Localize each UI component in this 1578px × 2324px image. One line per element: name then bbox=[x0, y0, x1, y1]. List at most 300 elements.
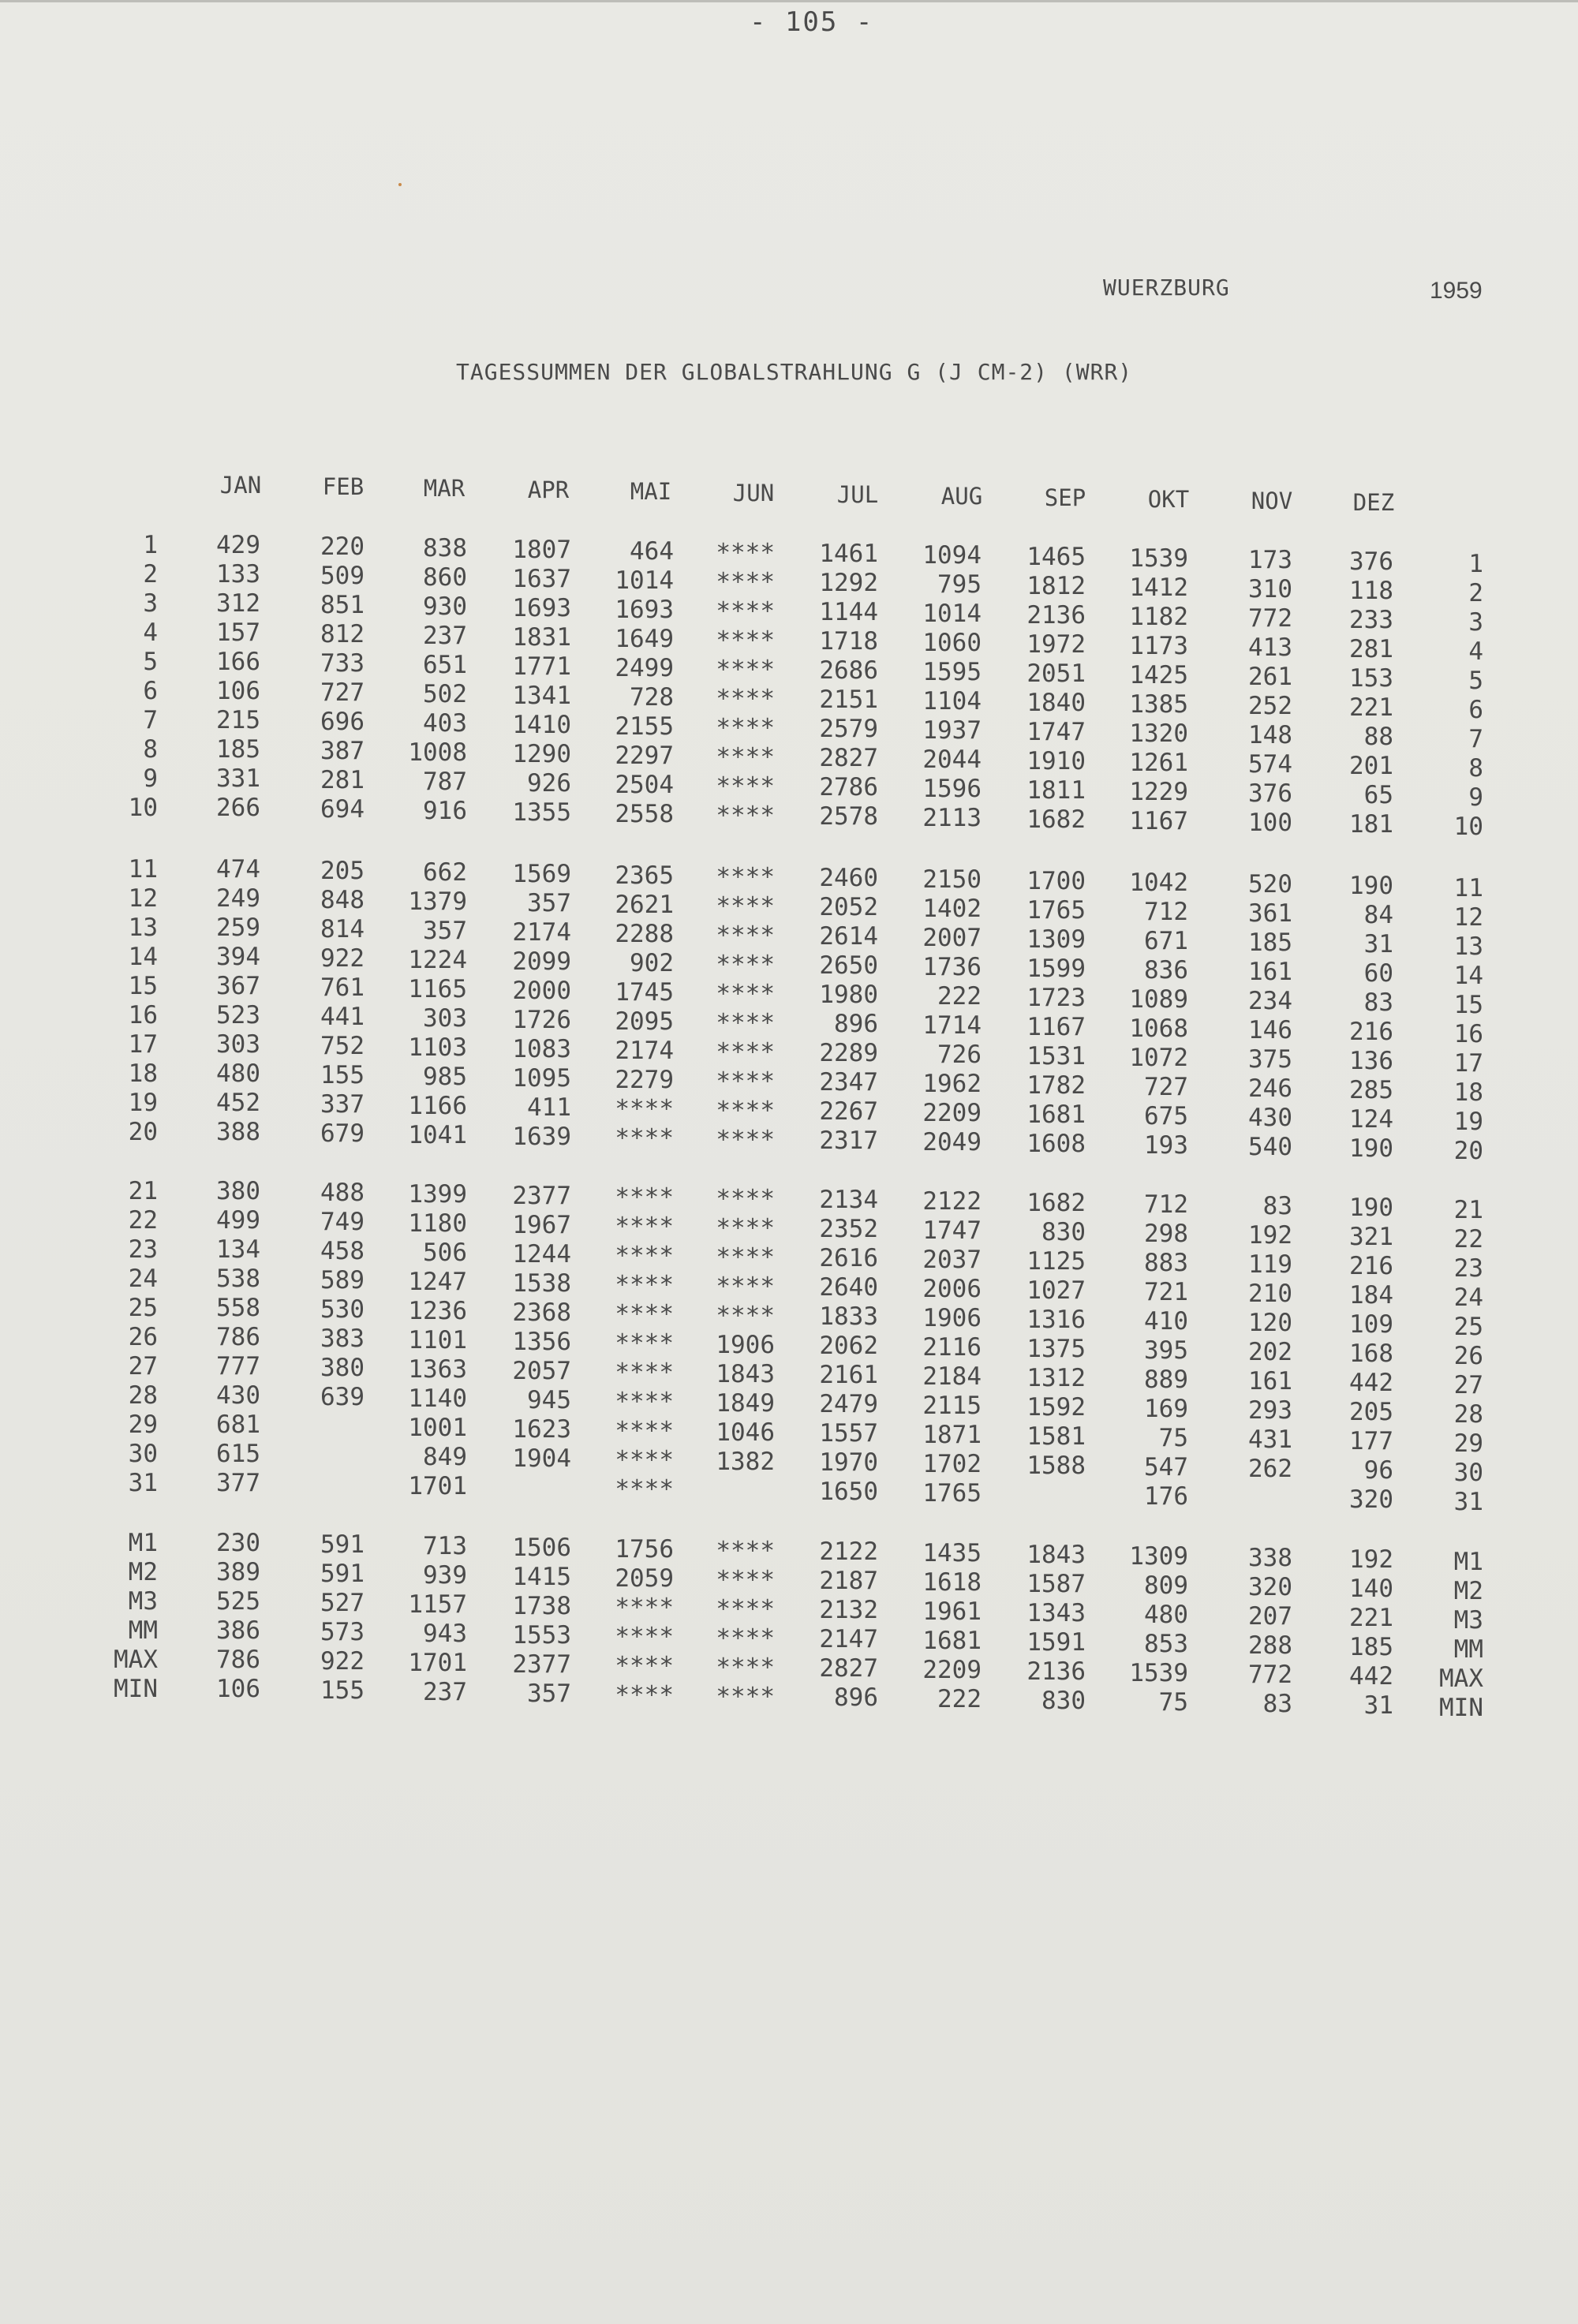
table-cell: 458 bbox=[320, 1236, 365, 1265]
table-cell: 1588 bbox=[1026, 1452, 1086, 1481]
table-cell: 215 bbox=[216, 706, 260, 734]
table-cell: 190 bbox=[1349, 1134, 1393, 1163]
row-label-right: 27 bbox=[1453, 1371, 1483, 1399]
table-cell: **** bbox=[716, 979, 775, 1008]
table-cell: 193 bbox=[1144, 1131, 1188, 1160]
column-header-apr: APR bbox=[527, 476, 570, 503]
row-label-left: 6 bbox=[143, 677, 158, 705]
table-cell: 380 bbox=[320, 1353, 365, 1382]
table-title: TAGESSUMMEN DER GLOBALSTRAHLUNG G (J CM-2) (WRR) bbox=[456, 359, 1133, 385]
table-cell: 836 bbox=[1144, 956, 1188, 985]
table-cell: 761 bbox=[320, 973, 365, 1002]
row-label-right: 29 bbox=[1453, 1429, 1483, 1458]
table-cell: 2051 bbox=[1026, 659, 1086, 689]
table-cell: 221 bbox=[1349, 1603, 1393, 1632]
table-cell: 662 bbox=[423, 857, 467, 887]
table-cell: 1060 bbox=[922, 629, 982, 658]
table-cell: 169 bbox=[1144, 1395, 1188, 1424]
speck-mark bbox=[398, 183, 402, 186]
table-cell: 192 bbox=[1349, 1545, 1393, 1574]
table-cell: 106 bbox=[216, 1675, 260, 1703]
table-cell: **** bbox=[615, 1622, 674, 1651]
row-label-left: 3 bbox=[143, 589, 158, 618]
table-cell: 155 bbox=[320, 1676, 365, 1705]
table-cell: 185 bbox=[216, 735, 260, 764]
table-cell: **** bbox=[716, 1623, 775, 1653]
table-cell: 1980 bbox=[819, 981, 878, 1010]
row-label-left: 12 bbox=[128, 884, 158, 913]
table-cell: 2288 bbox=[615, 919, 674, 948]
table-cell: 1027 bbox=[1026, 1276, 1086, 1306]
table-cell: 281 bbox=[320, 765, 365, 794]
table-cell: 298 bbox=[1144, 1220, 1188, 1249]
table-cell: 772 bbox=[1248, 1661, 1292, 1689]
table-cell: 1840 bbox=[1026, 689, 1086, 718]
row-label-left: M2 bbox=[128, 1558, 158, 1586]
table-cell: 1316 bbox=[1026, 1306, 1086, 1335]
row-label-right: 8 bbox=[1468, 754, 1483, 783]
table-cell: 1701 bbox=[408, 1648, 467, 1677]
row-label-right: 3 bbox=[1468, 608, 1483, 637]
table-cell: 1701 bbox=[408, 1471, 467, 1500]
table-cell: 1539 bbox=[1129, 1659, 1188, 1688]
table-cell: 480 bbox=[216, 1059, 260, 1088]
table-cell: **** bbox=[615, 1445, 674, 1474]
table-cell: 591 bbox=[320, 1530, 365, 1559]
table-cell: **** bbox=[716, 713, 775, 742]
table-cell: 1375 bbox=[1026, 1335, 1086, 1364]
table-cell: 1756 bbox=[615, 1534, 674, 1564]
table-cell: 222 bbox=[937, 1685, 982, 1714]
table-cell: 509 bbox=[320, 561, 365, 590]
table-cell: 916 bbox=[423, 796, 467, 825]
table-cell: 2650 bbox=[819, 951, 878, 981]
table-cell: 1937 bbox=[922, 716, 982, 745]
table-cell: 1341 bbox=[512, 681, 571, 710]
table-cell: 2174 bbox=[512, 917, 571, 947]
table-cell: 1412 bbox=[1129, 574, 1188, 603]
row-label-left: 30 bbox=[128, 1440, 158, 1468]
row-label-right: M3 bbox=[1453, 1606, 1483, 1635]
table-cell: 985 bbox=[423, 1062, 467, 1091]
table-cell: 1591 bbox=[1026, 1628, 1086, 1657]
table-cell: 1415 bbox=[512, 1562, 571, 1591]
table-cell: 136 bbox=[1349, 1046, 1393, 1075]
table-cell: 1089 bbox=[1129, 985, 1188, 1014]
table-cell: 1833 bbox=[819, 1302, 878, 1332]
table-cell: 1765 bbox=[1026, 896, 1086, 925]
table-cell: 331 bbox=[216, 764, 260, 793]
table-cell: 1125 bbox=[1026, 1247, 1086, 1276]
table-cell: 1229 bbox=[1129, 778, 1188, 807]
column-header-mai: MAI bbox=[630, 478, 672, 505]
table-cell: 814 bbox=[320, 914, 365, 943]
table-cell: 230 bbox=[216, 1529, 260, 1557]
table-cell: 930 bbox=[423, 592, 467, 621]
table-cell: 2479 bbox=[819, 1390, 878, 1419]
table-cell: 1726 bbox=[512, 1005, 571, 1034]
table-cell: 2621 bbox=[615, 890, 674, 919]
table-cell: 1637 bbox=[512, 564, 571, 593]
table-cell: 1906 bbox=[716, 1330, 775, 1359]
table-cell: 281 bbox=[1349, 634, 1393, 663]
table-cell: 181 bbox=[1349, 809, 1393, 839]
table-cell: 1681 bbox=[1026, 1100, 1086, 1130]
table-cell: 2006 bbox=[922, 1275, 982, 1304]
table-cell: 2317 bbox=[819, 1127, 878, 1156]
table-cell: 1180 bbox=[408, 1209, 467, 1238]
table-cell: 1747 bbox=[922, 1216, 982, 1246]
table-cell: 2209 bbox=[922, 1099, 982, 1128]
table-cell: 148 bbox=[1248, 721, 1292, 749]
station-name: WUERZBURG bbox=[1103, 275, 1230, 301]
table-cell: 185 bbox=[1248, 928, 1292, 957]
table-cell: 2122 bbox=[819, 1538, 878, 1567]
table-cell: 787 bbox=[423, 767, 467, 796]
table-cell: 190 bbox=[1349, 871, 1393, 900]
table-cell: 1608 bbox=[1026, 1130, 1086, 1159]
row-label-left: 27 bbox=[128, 1352, 158, 1381]
column-header-jul: JUL bbox=[836, 481, 879, 508]
table-cell: 2000 bbox=[512, 976, 571, 1005]
table-cell: 377 bbox=[216, 1469, 260, 1497]
table-cell: 728 bbox=[630, 682, 674, 712]
table-cell: 1700 bbox=[1026, 867, 1086, 896]
table-cell: **** bbox=[615, 1299, 674, 1328]
table-cell: 1910 bbox=[1026, 747, 1086, 776]
table-cell: 337 bbox=[320, 1089, 365, 1119]
table-cell: 237 bbox=[423, 621, 467, 650]
table-cell: 540 bbox=[1248, 1133, 1292, 1161]
table-cell: 1681 bbox=[922, 1627, 982, 1656]
table-cell: 1236 bbox=[408, 1296, 467, 1325]
table-cell: 1843 bbox=[716, 1359, 775, 1388]
table-cell: 216 bbox=[1349, 1251, 1393, 1280]
table-cell: 1083 bbox=[512, 1034, 571, 1063]
table-cell: 380 bbox=[216, 1177, 260, 1205]
table-cell: 615 bbox=[216, 1440, 260, 1468]
table-cell: 1425 bbox=[1129, 661, 1188, 690]
table-cell: 2136 bbox=[1026, 1657, 1086, 1687]
table-cell: 161 bbox=[1248, 1367, 1292, 1396]
table-cell: 383 bbox=[320, 1324, 365, 1353]
table-cell: 83 bbox=[1262, 1690, 1292, 1718]
row-label-left: 1 bbox=[143, 531, 158, 559]
table-cell: 1702 bbox=[922, 1450, 982, 1479]
table-cell: 2150 bbox=[922, 865, 982, 895]
table-cell: 320 bbox=[1248, 1573, 1292, 1601]
row-label-left: 25 bbox=[128, 1294, 158, 1322]
table-cell: 1343 bbox=[1026, 1599, 1086, 1628]
table-cell: 1072 bbox=[1129, 1044, 1188, 1073]
table-cell: 155 bbox=[320, 1060, 365, 1089]
table-cell: 1068 bbox=[1129, 1014, 1188, 1044]
table-cell: 31 bbox=[1363, 1691, 1393, 1720]
table-cell: 413 bbox=[1248, 633, 1292, 662]
table-cell: 205 bbox=[320, 856, 365, 885]
table-cell: 410 bbox=[1144, 1307, 1188, 1336]
table-cell: 1312 bbox=[1026, 1364, 1086, 1393]
table-cell: 207 bbox=[1248, 1602, 1292, 1631]
table-cell: 221 bbox=[1349, 693, 1393, 722]
row-label-left: 22 bbox=[128, 1206, 158, 1235]
table-cell: 2134 bbox=[819, 1186, 878, 1215]
table-cell: 431 bbox=[1248, 1425, 1292, 1454]
row-label-right: 12 bbox=[1453, 903, 1483, 932]
row-label-right: 25 bbox=[1453, 1313, 1483, 1341]
table-cell: 772 bbox=[1248, 604, 1292, 633]
column-header-nov: NOV bbox=[1251, 488, 1293, 514]
page-number: - 105 - bbox=[750, 6, 874, 38]
table-cell: 176 bbox=[1144, 1482, 1188, 1511]
table-cell: 896 bbox=[834, 1010, 878, 1039]
table-cell: 679 bbox=[320, 1119, 365, 1148]
table-cell: 2113 bbox=[922, 804, 982, 833]
table-cell: 480 bbox=[1144, 1601, 1188, 1630]
table-cell: **** bbox=[716, 1184, 775, 1213]
table-cell: 184 bbox=[1349, 1280, 1393, 1310]
row-label-left: 4 bbox=[143, 618, 158, 647]
table-cell: 65 bbox=[1363, 780, 1393, 809]
table-cell: 945 bbox=[527, 1385, 571, 1414]
table-cell: 1595 bbox=[922, 658, 982, 687]
table-cell: **** bbox=[716, 1037, 775, 1067]
table-cell: 1140 bbox=[408, 1384, 467, 1413]
table-cell: 2155 bbox=[615, 712, 674, 741]
table-cell: 2460 bbox=[819, 864, 878, 893]
table-cell: 943 bbox=[423, 1619, 467, 1648]
table-cell: 1972 bbox=[1026, 630, 1086, 659]
column-header-aug: AUG bbox=[940, 483, 983, 510]
table-cell: 262 bbox=[1248, 1455, 1292, 1483]
table-cell: 1531 bbox=[1026, 1042, 1086, 1071]
table-cell: 2827 bbox=[819, 744, 878, 773]
table-cell: 1693 bbox=[615, 595, 674, 624]
table-cell: 2187 bbox=[819, 1567, 878, 1596]
table-cell: 1967 bbox=[512, 1210, 571, 1239]
row-label-right: 9 bbox=[1468, 783, 1483, 812]
table-cell: 403 bbox=[423, 708, 467, 738]
table-cell: 2499 bbox=[615, 653, 674, 682]
table-cell: 357 bbox=[527, 888, 571, 917]
table-cell: **** bbox=[716, 1594, 775, 1623]
row-label-left: 16 bbox=[128, 1001, 158, 1029]
row-label-left: 23 bbox=[128, 1235, 158, 1264]
column-header-feb: FEB bbox=[322, 473, 365, 500]
table-cell: 1650 bbox=[819, 1478, 878, 1507]
table-cell: 547 bbox=[1144, 1453, 1188, 1482]
row-label-right: 23 bbox=[1453, 1254, 1483, 1283]
table-cell: 134 bbox=[216, 1235, 260, 1264]
table-cell: 88 bbox=[1363, 722, 1393, 751]
table-cell: 216 bbox=[1349, 1017, 1393, 1046]
table-cell: 1182 bbox=[1129, 603, 1188, 632]
row-label-right: 13 bbox=[1453, 932, 1483, 961]
row-label-left: 5 bbox=[143, 648, 158, 676]
row-label-right: 30 bbox=[1453, 1459, 1483, 1487]
table-cell: 1309 bbox=[1129, 1542, 1188, 1571]
table-cell: 733 bbox=[320, 648, 365, 678]
row-label-left: 24 bbox=[128, 1265, 158, 1293]
table-cell: 430 bbox=[1248, 1104, 1292, 1132]
row-label-right: 4 bbox=[1468, 637, 1483, 666]
table-cell: 442 bbox=[1349, 1368, 1393, 1397]
table-cell: 210 bbox=[1248, 1280, 1292, 1308]
table-cell: 694 bbox=[320, 794, 365, 824]
table-cell: 1167 bbox=[1129, 807, 1188, 836]
table-cell: 1718 bbox=[819, 627, 878, 656]
table-cell: 430 bbox=[216, 1381, 260, 1410]
table-cell: 1385 bbox=[1129, 690, 1188, 719]
table-cell: 1379 bbox=[408, 887, 467, 916]
table-cell: 312 bbox=[216, 589, 260, 618]
table-cell: **** bbox=[716, 921, 775, 950]
table-cell: 411 bbox=[527, 1093, 571, 1122]
table-cell: 233 bbox=[1349, 605, 1393, 634]
table-cell: 721 bbox=[1144, 1278, 1188, 1307]
table-cell: 1682 bbox=[1026, 1189, 1086, 1218]
table-cell: 2161 bbox=[819, 1361, 878, 1390]
table-cell: 375 bbox=[1248, 1045, 1292, 1074]
table-cell: 2122 bbox=[922, 1187, 982, 1216]
table-cell: 1261 bbox=[1129, 749, 1188, 778]
table-cell: 2007 bbox=[922, 924, 982, 953]
table-cell: 1807 bbox=[512, 535, 571, 564]
table-cell: **** bbox=[615, 1416, 674, 1445]
row-label-left: 28 bbox=[128, 1381, 158, 1410]
table-cell: 499 bbox=[216, 1206, 260, 1235]
table-cell: 860 bbox=[423, 562, 467, 592]
table-cell: 1682 bbox=[1026, 805, 1086, 835]
table-cell: 442 bbox=[1349, 1661, 1393, 1691]
table-cell: **** bbox=[615, 1241, 674, 1270]
table-cell: 173 bbox=[1248, 546, 1292, 574]
table-cell: **** bbox=[716, 772, 775, 801]
table-cell: 31 bbox=[1363, 929, 1393, 958]
table-cell: 1244 bbox=[512, 1239, 571, 1268]
table-cell: **** bbox=[716, 655, 775, 684]
column-header-okt: OKT bbox=[1147, 486, 1190, 513]
table-cell: 303 bbox=[216, 1030, 260, 1059]
table-cell: 321 bbox=[1349, 1222, 1393, 1251]
table-cell: 1693 bbox=[512, 593, 571, 622]
table-cell: 2115 bbox=[922, 1392, 982, 1421]
table-cell: 1247 bbox=[408, 1267, 467, 1296]
table-cell: 2095 bbox=[615, 1007, 674, 1036]
table-cell: 75 bbox=[1158, 1424, 1188, 1453]
table-cell: 1461 bbox=[819, 540, 878, 569]
table-cell: 671 bbox=[1144, 927, 1188, 956]
table-cell: 1167 bbox=[1026, 1013, 1086, 1042]
table-cell: 681 bbox=[216, 1410, 260, 1439]
table-cell: 527 bbox=[320, 1588, 365, 1617]
table-cell: 726 bbox=[937, 1041, 982, 1070]
table-cell: 84 bbox=[1363, 900, 1393, 929]
table-cell: 394 bbox=[216, 943, 260, 971]
table-cell: 185 bbox=[1349, 1632, 1393, 1661]
row-label-right: 16 bbox=[1453, 1020, 1483, 1048]
table-cell: 1410 bbox=[512, 710, 571, 739]
table-cell: **** bbox=[615, 1212, 674, 1241]
table-cell: 96 bbox=[1363, 1455, 1393, 1485]
table-cell: 395 bbox=[1144, 1336, 1188, 1366]
row-label-left: 14 bbox=[128, 943, 158, 971]
table-cell: 2059 bbox=[615, 1564, 674, 1593]
table-cell: 1831 bbox=[512, 622, 571, 652]
table-cell: 1355 bbox=[512, 798, 571, 827]
table-cell: 100 bbox=[1248, 809, 1292, 837]
table-cell: 288 bbox=[1248, 1631, 1292, 1660]
table-cell: 1506 bbox=[512, 1533, 571, 1562]
table-cell: 1587 bbox=[1026, 1570, 1086, 1599]
table-cell: 1849 bbox=[716, 1388, 775, 1418]
table-cell: 1811 bbox=[1026, 776, 1086, 805]
table-cell: 1592 bbox=[1026, 1393, 1086, 1422]
table-cell: 376 bbox=[1248, 779, 1292, 808]
table-cell: 675 bbox=[1144, 1102, 1188, 1131]
table-cell: 1042 bbox=[1129, 869, 1188, 898]
table-cell: **** bbox=[716, 1125, 775, 1154]
table-cell: **** bbox=[716, 626, 775, 655]
table-cell: 2365 bbox=[615, 861, 674, 890]
table-cell: 133 bbox=[216, 560, 260, 588]
page-top-edge bbox=[0, 0, 1578, 2]
table-cell: 201 bbox=[1349, 751, 1393, 780]
table-cell: 2099 bbox=[512, 947, 571, 976]
table-cell: 902 bbox=[630, 948, 674, 977]
row-label-right: 26 bbox=[1453, 1342, 1483, 1370]
row-label-left: 2 bbox=[143, 560, 158, 588]
table-cell: 2614 bbox=[819, 922, 878, 951]
table-cell: 1104 bbox=[922, 687, 982, 716]
table-cell: 376 bbox=[1349, 547, 1393, 576]
table-cell: 1465 bbox=[1026, 543, 1086, 572]
table-cell: 2558 bbox=[615, 799, 674, 828]
table-cell: 2368 bbox=[512, 1298, 571, 1327]
table-cell: 883 bbox=[1144, 1249, 1188, 1278]
row-label-right: 5 bbox=[1468, 667, 1483, 695]
table-cell: **** bbox=[716, 742, 775, 772]
table-cell: 2184 bbox=[922, 1362, 982, 1392]
row-label-right: 6 bbox=[1468, 696, 1483, 724]
table-cell: 1765 bbox=[922, 1479, 982, 1508]
table-cell: **** bbox=[716, 1682, 775, 1711]
table-cell: 1292 bbox=[819, 569, 878, 598]
table-cell: **** bbox=[716, 1096, 775, 1125]
table-cell: 1782 bbox=[1026, 1071, 1086, 1100]
table-cell: 259 bbox=[216, 914, 260, 942]
table-cell: 922 bbox=[320, 1646, 365, 1676]
table-cell: 530 bbox=[320, 1295, 365, 1324]
table-cell: **** bbox=[716, 801, 775, 830]
table-cell: 388 bbox=[216, 1118, 260, 1146]
table-cell: 146 bbox=[1248, 1016, 1292, 1044]
table-cell: 2116 bbox=[922, 1333, 982, 1362]
table-cell: 2786 bbox=[819, 773, 878, 802]
table-cell: 222 bbox=[937, 982, 982, 1011]
table-cell: 851 bbox=[320, 590, 365, 619]
row-label-right: 24 bbox=[1453, 1283, 1483, 1312]
table-cell: 2132 bbox=[819, 1596, 878, 1625]
row-label-right: 20 bbox=[1453, 1137, 1483, 1165]
column-header-dez: DEZ bbox=[1352, 489, 1395, 516]
row-label-left: 31 bbox=[128, 1469, 158, 1497]
table-cell: 1723 bbox=[1026, 984, 1086, 1013]
table-cell: 651 bbox=[423, 650, 467, 679]
table-cell: 2640 bbox=[819, 1273, 878, 1302]
table-cell: 591 bbox=[320, 1559, 365, 1588]
year: 1959 bbox=[1430, 278, 1483, 304]
